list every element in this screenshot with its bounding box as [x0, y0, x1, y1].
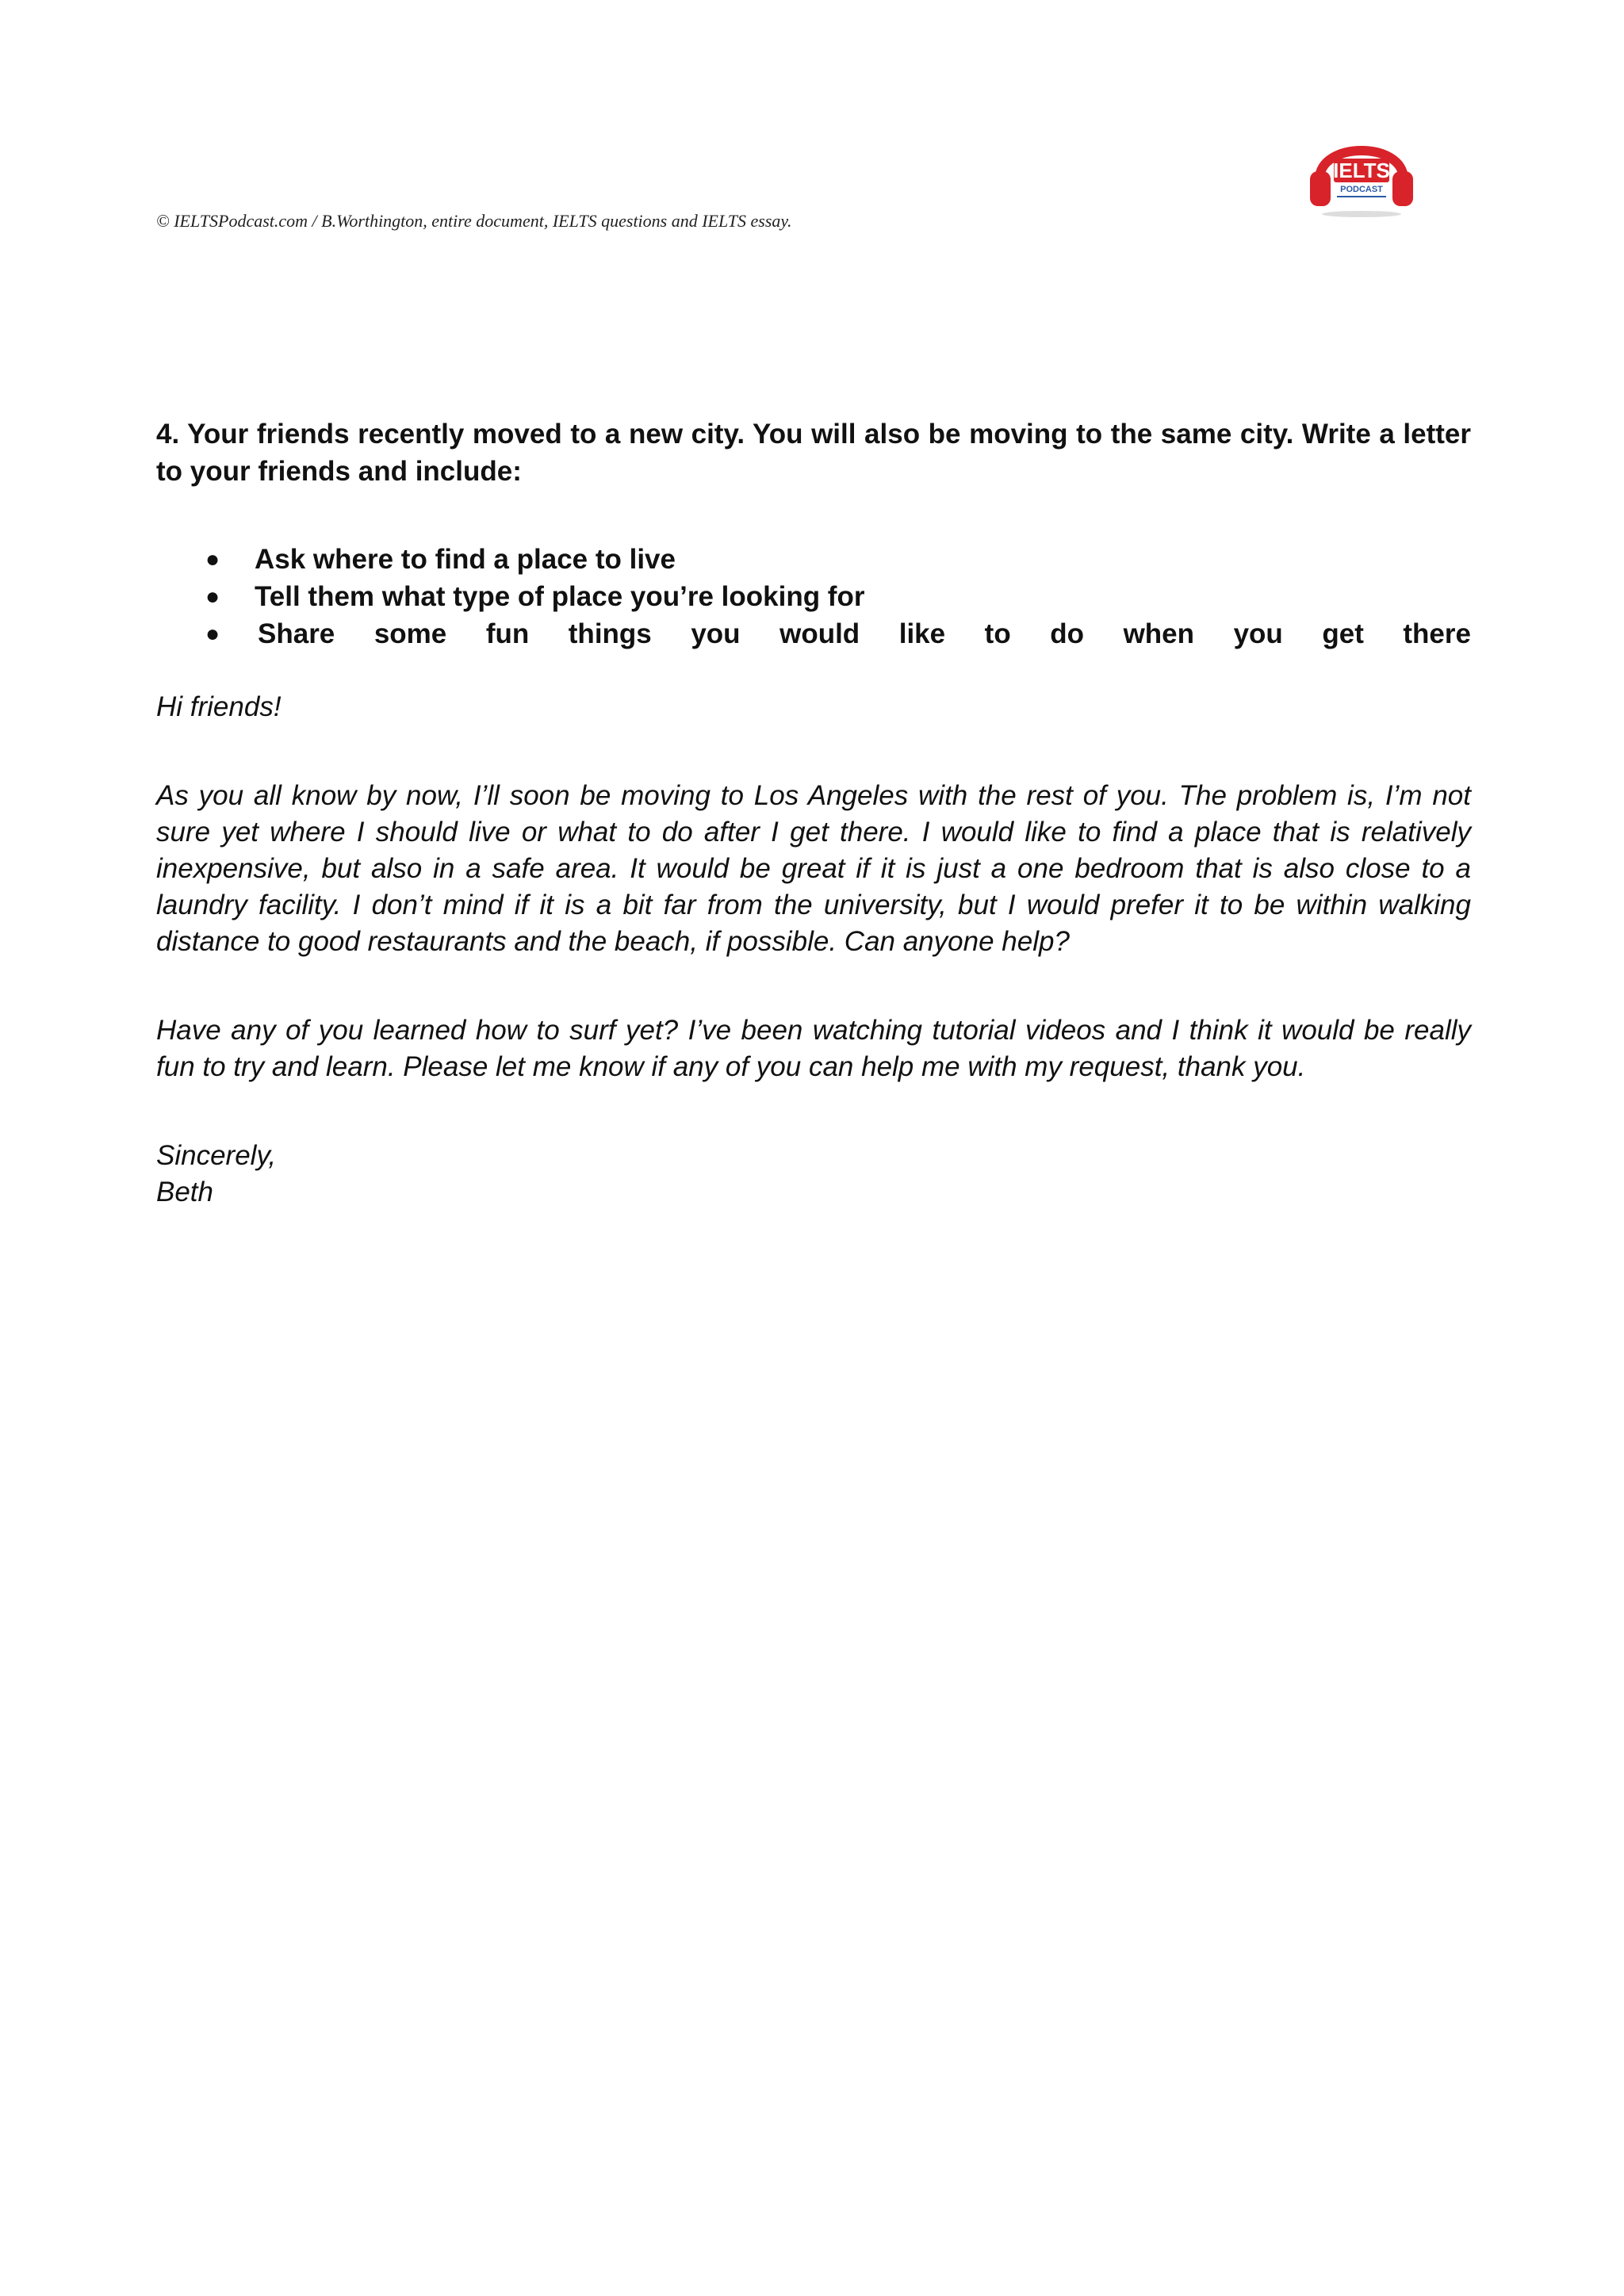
copyright-notice: © IELTSPodcast.com / B.Worthington, entire document, IELTS questions and IELTS essay. [156, 211, 792, 231]
svg-text:PODCAST: PODCAST [1340, 185, 1383, 194]
task-bullet-text: Share some fun things you would like to do when you get there [258, 618, 1471, 649]
task-prompt: 4. Your friends recently moved to a new city. You will also be moving to the same city. Write a letter to your friends and include: [156, 419, 1471, 487]
letter-body [156, 689, 1471, 1211]
task-bullet-item [156, 615, 1471, 652]
headphones-logo-icon [1302, 117, 1421, 220]
bullet-icon: ● [205, 546, 220, 572]
letter-greeting: Hi friends! [156, 691, 282, 722]
task-bullet-item [156, 578, 1471, 615]
letter-closing: Sincerely, [156, 1140, 277, 1171]
bullet-icon: ● [205, 584, 220, 610]
bullet-icon: ● [205, 621, 220, 647]
main-content [156, 415, 1471, 1211]
letter-paragraph: Have any of you learned how to surf yet? I’ve been watching tutorial videos and I think it would be really fun to try and learn. Please let me know if any of you can help me with my request, thank you. [156, 1015, 1471, 1082]
task-bullet-text: Tell them what type of place you’re looking for [255, 581, 865, 612]
svg-text:IELTS: IELTS [1333, 159, 1390, 182]
ielts-podcast-logo [1302, 117, 1421, 220]
letter-paragraph: As you all know by now, I’ll soon be moving to Los Angeles with the rest of you. The problem is, I’m not sure yet where I should live or what to do after I get there. I would like to find a place that is relatively inexpensive, but also in a safe area. It would be great if it is just a one bedroom that is also close to a laundry facility. I don’t mind if it is a bit far from the university, but I would prefer it to be within walking distance to good restaurants and the beach, if possible. Can anyone help? [156, 780, 1471, 957]
letter-signature: Beth [156, 1177, 213, 1207]
task-bullet-list [156, 541, 1471, 652]
task-bullet-text: Ask where to find a place to live [255, 544, 676, 575]
task-bullet-item [156, 541, 1471, 578]
